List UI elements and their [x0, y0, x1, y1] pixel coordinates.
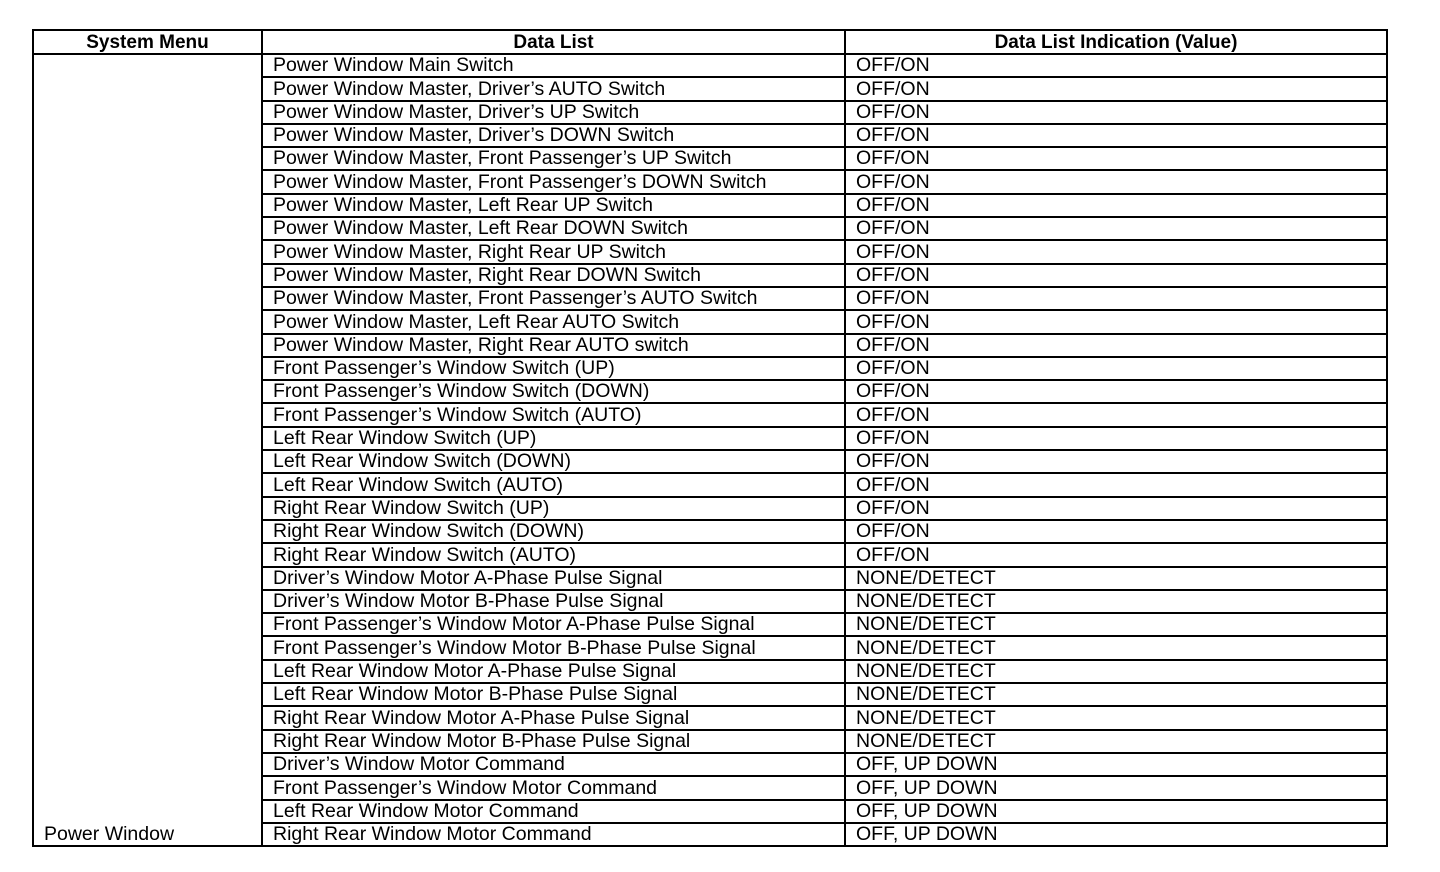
indication-value: OFF/ON [845, 473, 1387, 496]
indication-value: OFF/ON [845, 310, 1387, 333]
data-list-item: Right Rear Window Motor A-Phase Pulse Signal [262, 706, 845, 729]
data-list-item: Power Window Master, Front Passenger’s DOWN Switch [262, 170, 845, 193]
table-row [33, 54, 1387, 77]
indication-value: OFF/ON [845, 124, 1387, 147]
indication-value: OFF/ON [845, 170, 1387, 193]
indication-value: OFF, UP DOWN [845, 753, 1387, 776]
indication-value: OFF/ON [845, 543, 1387, 566]
data-list-item: Left Rear Window Motor B-Phase Pulse Signal [262, 683, 845, 706]
data-list-table [32, 29, 1388, 847]
indication-value: NONE/DETECT [845, 660, 1387, 683]
indication-value: NONE/DETECT [845, 730, 1387, 753]
data-list-item: Front Passenger’s Window Motor B-Phase Pulse Signal [262, 636, 845, 659]
data-list-item: Right Rear Window Motor B-Phase Pulse Signal [262, 730, 845, 753]
data-list-item: Left Rear Window Switch (UP) [262, 427, 845, 450]
indication-value: OFF/ON [845, 380, 1387, 403]
data-list-item: Left Rear Window Switch (AUTO) [262, 473, 845, 496]
data-list-item: Front Passenger’s Window Switch (UP) [262, 357, 845, 380]
header-data-list: Data List [262, 30, 845, 54]
data-list-item: Driver’s Window Motor Command [262, 753, 845, 776]
data-list-item: Power Window Master, Front Passenger’s UP Switch [262, 147, 845, 170]
data-list-item: Right Rear Window Switch (DOWN) [262, 520, 845, 543]
header-data-list-indication: Data List Indication (Value) [845, 30, 1387, 54]
data-list-item: Power Window Master, Driver’s DOWN Switch [262, 124, 845, 147]
data-list-item: Left Rear Window Motor A-Phase Pulse Signal [262, 660, 845, 683]
table-header-row [33, 30, 1387, 54]
data-list-item: Right Rear Window Switch (UP) [262, 497, 845, 520]
indication-value: OFF/ON [845, 427, 1387, 450]
data-list-item: Power Window Master, Left Rear UP Switch [262, 194, 845, 217]
indication-value: OFF, UP DOWN [845, 823, 1387, 846]
data-list-item: Left Rear Window Motor Command [262, 800, 845, 823]
table-body [33, 54, 1387, 846]
indication-value: OFF/ON [845, 450, 1387, 473]
data-list-item: Power Window Master, Right Rear AUTO switch [262, 334, 845, 357]
indication-value: NONE/DETECT [845, 590, 1387, 613]
indication-value: OFF/ON [845, 240, 1387, 263]
indication-value: NONE/DETECT [845, 636, 1387, 659]
data-list-item: Left Rear Window Switch (DOWN) [262, 450, 845, 473]
indication-value: OFF/ON [845, 520, 1387, 543]
data-list-item: Power Window Master, Left Rear DOWN Switch [262, 217, 845, 240]
data-list-item: Right Rear Window Switch (AUTO) [262, 543, 845, 566]
indication-value: OFF/ON [845, 147, 1387, 170]
data-list-item: Front Passenger’s Window Switch (DOWN) [262, 380, 845, 403]
indication-value: OFF/ON [845, 497, 1387, 520]
indication-value: OFF/ON [845, 194, 1387, 217]
indication-value: OFF/ON [845, 287, 1387, 310]
data-list-item: Power Window Master, Right Rear UP Switch [262, 240, 845, 263]
system-menu-cell: Power Window [33, 54, 262, 846]
indication-value: OFF/ON [845, 54, 1387, 77]
data-list-item: Right Rear Window Motor Command [262, 823, 845, 846]
data-list-item: Power Window Master, Front Passenger’s AUTO Switch [262, 287, 845, 310]
indication-value: OFF/ON [845, 357, 1387, 380]
indication-value: NONE/DETECT [845, 567, 1387, 590]
data-list-item: Power Window Master, Right Rear DOWN Switch [262, 264, 845, 287]
data-list-item: Power Window Master, Driver’s UP Switch [262, 101, 845, 124]
indication-value: OFF/ON [845, 101, 1387, 124]
data-list-item: Power Window Main Switch [262, 54, 845, 77]
indication-value: NONE/DETECT [845, 613, 1387, 636]
indication-value: OFF/ON [845, 264, 1387, 287]
indication-value: OFF/ON [845, 77, 1387, 100]
data-list-item: Front Passenger’s Window Motor A-Phase Pulse Signal [262, 613, 845, 636]
indication-value: NONE/DETECT [845, 683, 1387, 706]
data-list-item: Driver’s Window Motor B-Phase Pulse Signal [262, 590, 845, 613]
data-list-item: Driver’s Window Motor A-Phase Pulse Signal [262, 567, 845, 590]
indication-value: NONE/DETECT [845, 706, 1387, 729]
data-list-item: Front Passenger’s Window Switch (AUTO) [262, 403, 845, 426]
indication-value: OFF/ON [845, 403, 1387, 426]
indication-value: OFF, UP DOWN [845, 776, 1387, 799]
data-list-item: Power Window Master, Left Rear AUTO Switch [262, 310, 845, 333]
data-list-item: Front Passenger’s Window Motor Command [262, 776, 845, 799]
document-page [32, 29, 1386, 847]
indication-value: OFF, UP DOWN [845, 800, 1387, 823]
indication-value: OFF/ON [845, 334, 1387, 357]
data-list-item: Power Window Master, Driver’s AUTO Switch [262, 77, 845, 100]
indication-value: OFF/ON [845, 217, 1387, 240]
header-system-menu: System Menu [33, 30, 262, 54]
